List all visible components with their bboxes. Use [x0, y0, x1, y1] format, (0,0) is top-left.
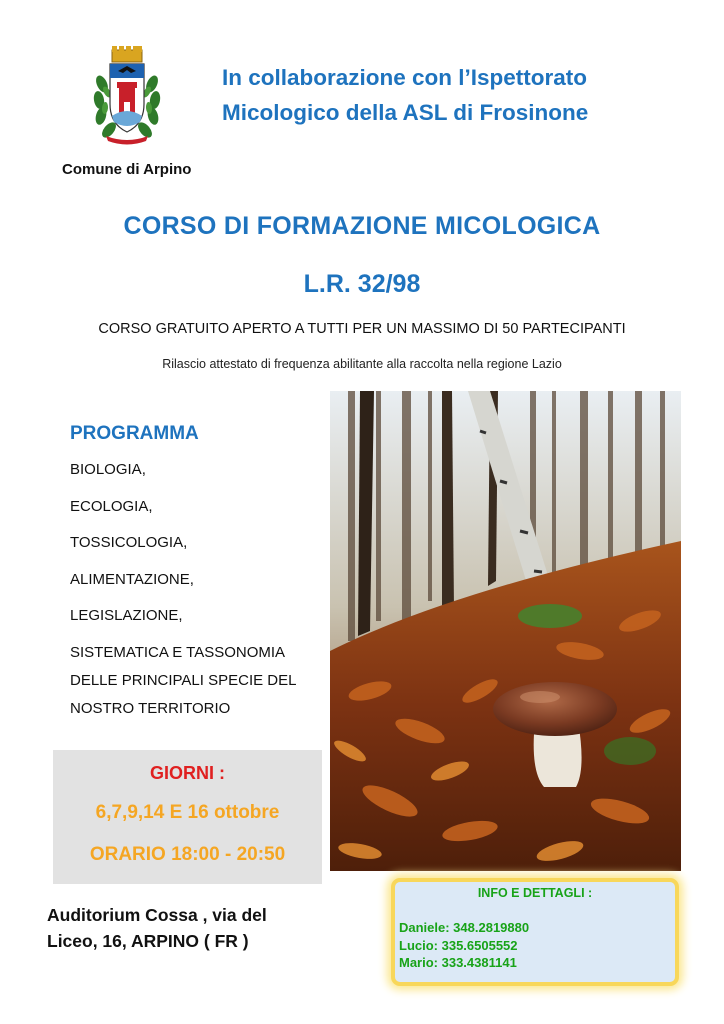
- venue-line-2: Liceo, 16, ARPINO ( FR ): [47, 931, 249, 951]
- contact-mario: Mario: 333.4381141: [399, 955, 517, 970]
- venue-line-1: Auditorium Cossa , via del: [47, 905, 267, 925]
- programma-item-sistematica: [70, 639, 320, 723]
- programma-item-line: SISTEMATICA E TASSONOMIA: [70, 643, 286, 661]
- collaboration-line-1: In collaborazione con l’Ispettorato: [222, 65, 588, 90]
- contact-daniele: Daniele: 348.2819880: [399, 920, 530, 935]
- comune-label: Comune di Arpino: [62, 161, 192, 178]
- programma-item: ECOLOGIA,: [70, 497, 153, 515]
- programma-item-line: NOSTRO TERRITORIO: [70, 699, 231, 717]
- law-reference: L.R. 32/98: [303, 270, 421, 298]
- course-hours: ORARIO 18:00 - 20:50: [89, 844, 286, 865]
- certificate-note: Rilascio attestato di frequenza abilitante alla raccolta nella regione Lazio: [162, 357, 562, 371]
- programma-item-line: DELLE PRINCIPALI SPECIE DEL: [70, 671, 297, 689]
- course-title: CORSO DI FORMAZIONE MICOLOGICA: [123, 212, 601, 240]
- programma-item: LEGISLAZIONE,: [70, 607, 183, 624]
- free-course-note: CORSO GRATUITO APERTO A TUTTI PER UN MASSIMO DI 50 PARTECIPANTI: [98, 321, 626, 337]
- programma-item: TOSSICOLOGIA,: [70, 534, 188, 551]
- coat-of-arms-icon: [92, 44, 162, 148]
- collaboration-line-2: Micologico della ASL di Frosinone: [222, 100, 589, 125]
- schedule-box: [53, 750, 322, 884]
- course-dates: 6,7,9,14 E 16 ottobre: [95, 802, 280, 823]
- programma-title: PROGRAMMA: [70, 423, 199, 444]
- contact-list: [399, 919, 529, 972]
- giorni-label: GIORNI :: [150, 763, 225, 783]
- programma-list: [70, 460, 320, 740]
- contact-lucio: Lucio: 335.6505552: [399, 937, 518, 953]
- collaboration-heading: [222, 60, 588, 130]
- venue-address: [47, 902, 267, 954]
- programma-item: ALIMENTAZIONE,: [70, 570, 194, 588]
- porcini-mushroom-forest-photo: [330, 391, 681, 871]
- info-title: INFO E DETTAGLI :: [477, 886, 593, 900]
- programma-item: BIOLOGIA,: [70, 461, 146, 478]
- info-box: [391, 878, 679, 986]
